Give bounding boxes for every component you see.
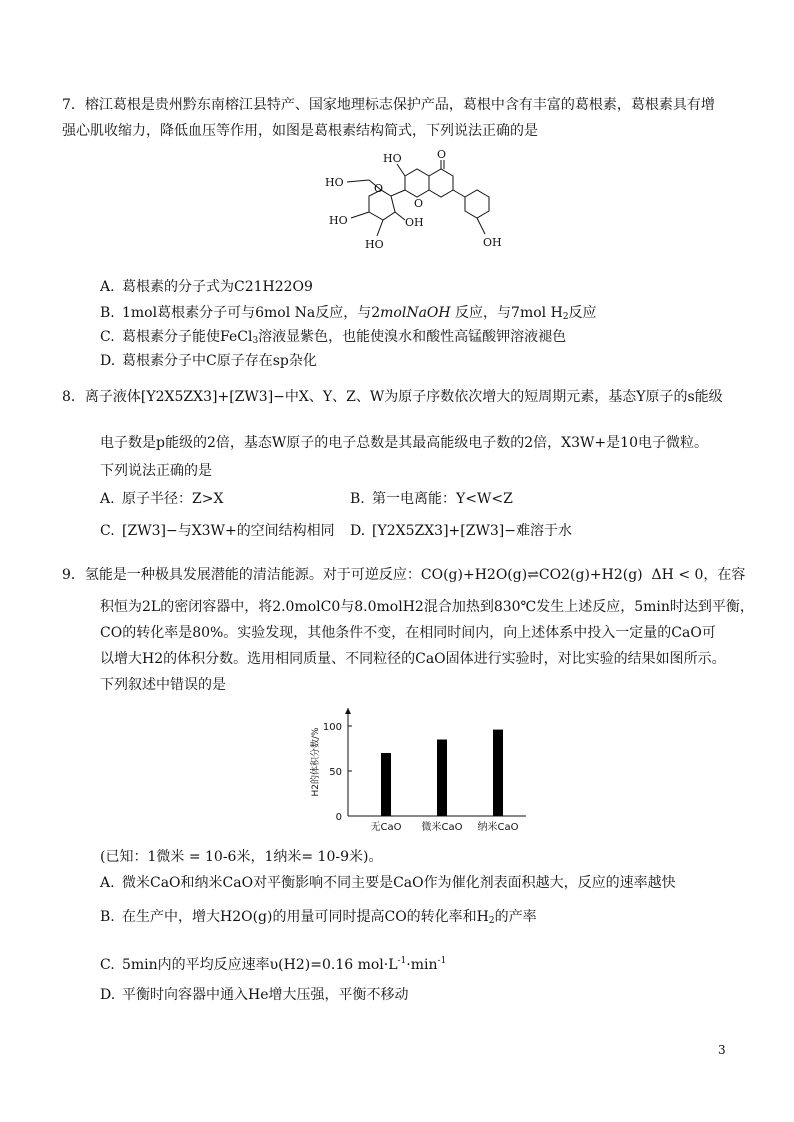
- q7-option-a[interactable]: A. 葛根素的分子式为C21H22O9: [100, 276, 313, 298]
- label-oh-phenol: OH: [483, 236, 502, 249]
- option-key: D.: [100, 353, 116, 369]
- q9-option-d[interactable]: D. 平衡时向容器中通入He增大压强，平衡不移动: [100, 984, 409, 1006]
- q7-option-d[interactable]: D. 葛根素分子中C原子存在sp杂化: [100, 350, 317, 372]
- q9-stem-line2: 积恒为2L的密闭容器中，将2.0molC0与8.0molH2混合加热到830℃发生上述反应，5min时达到平衡，: [100, 599, 754, 615]
- y-axis-arrow: [345, 708, 351, 714]
- label-ho-mid: HO: [329, 214, 348, 227]
- option-key: D.: [350, 523, 366, 539]
- q9-stem-line5: 下列叙述中错误的是: [100, 677, 226, 693]
- y-tick-label: 100: [322, 722, 342, 733]
- q9-stem-line1: 9．氢能是一种极具发展潜能的清洁能源。对于可逆反应：CO(g)+H2O(g)⇌CO2(g)+H2(g) ΔH < 0，在容: [62, 567, 746, 583]
- q7-option-b[interactable]: B. 1mol葛根素分子可与6mol Na反应，与2molNaOH 反应，与7mol $H_2$反应: [100, 302, 597, 328]
- h2-volume-fraction-chart: [300, 702, 530, 842]
- label-o-ring: O: [374, 182, 384, 195]
- q8-stem-line3: 下列说法正确的是: [100, 463, 212, 479]
- option-key: C.: [100, 957, 115, 973]
- y-tick-label: 50: [329, 767, 342, 778]
- q8-option-b[interactable]: B. 第一电离能：Y<W<Z: [350, 488, 513, 510]
- option-key: A.: [100, 491, 115, 507]
- q8-option-a[interactable]: A. 原子半径：Z>X: [100, 488, 223, 510]
- ion-anion: [ZW3]−: [229, 389, 285, 405]
- puerarin-structure-diagram: [305, 150, 525, 266]
- option-key: C.: [100, 523, 115, 539]
- q7-stem-line1: 7．榕江葛根是贵州黔东南榕江县特产、国家地理标志保护产品，葛根中含有丰富的葛根素，葛根素具有增: [62, 97, 715, 113]
- q8-option-c[interactable]: C. [ZW3]−与X3W+的空间结构相同: [100, 520, 335, 542]
- q8-stem-line1: 8．离子液体[Y2X5ZX3]+[ZW3]−中X、Y、Z、W为原子序数依次增大的短周期元素，基态Y原子的s能级: [62, 389, 723, 405]
- bar: [381, 753, 391, 816]
- label-o-ketone: O: [437, 150, 447, 161]
- option-key: D.: [100, 987, 116, 1003]
- q8-stem-line2: 电子数是p能级的2倍，基态W原子的电子总数是其最高能级电子数的2倍，X3W+是10电子微粒。: [100, 435, 708, 451]
- q9-option-b[interactable]: B. 在生产中，增大H2O(g)的用量可同时提高CO的转化率和$H_2$的产率: [100, 906, 537, 932]
- q9-option-a[interactable]: A. 微米CaO和纳米CaO对平衡影响不同主要是CaO作为催化剂表面积越大，反应的速率越快: [100, 872, 676, 894]
- q9-option-c[interactable]: C. 5min内的平均反应速率υ(H2)=0.16 $mol\cdot L^{-1}\cdot\min^{-1}$: [100, 950, 446, 976]
- ion-cation: [Y2X5ZX3]+: [140, 389, 230, 405]
- label-oh-mid: OH: [405, 216, 424, 229]
- bar: [437, 740, 447, 817]
- enthalpy: ΔH < 0: [651, 567, 704, 583]
- label-o-chromone: O: [414, 197, 424, 210]
- y-axis-label: H2的体积分数/%: [311, 727, 321, 797]
- y-tick-label: 0: [335, 812, 342, 823]
- bar: [493, 730, 503, 816]
- x-tick-label: 无CaO: [370, 822, 402, 833]
- label-ho-left: HO: [325, 176, 344, 189]
- option-key: A.: [100, 279, 115, 295]
- reaction-equation: CO(g)+H2O(g)⇌CO2(g)+H2(g): [420, 567, 643, 583]
- q7-option-c[interactable]: C. 葛根素分子能使FeCl$_3$溶液显紫色，也能使溴水和酸性高锰酸钾溶液褪色: [100, 326, 566, 352]
- label-ho-bottom: HO: [365, 238, 384, 251]
- option-key: B.: [350, 491, 365, 507]
- x-tick-label: 微米CaO: [421, 822, 463, 833]
- label-ho-top: HO: [383, 152, 402, 165]
- q7-stem-line2: 强心肌收缩力，降低血压等作用，如图是葛根素结构简式，下列说法正确的是: [62, 123, 538, 139]
- q9-stem-line4: 以增大H2的体积分数。选用相同质量、不同粒径的CaO固体进行实验时，对比实验的结果如图所示。: [100, 651, 726, 667]
- option-key: B.: [100, 305, 115, 321]
- option-key: C.: [100, 329, 115, 345]
- x3w-ion: X3W+: [561, 435, 607, 451]
- page-number: 3: [718, 1043, 726, 1057]
- x-tick-label: 纳米CaO: [477, 822, 519, 833]
- q9-stem-line3: CO的转化率是80%。实验发现，其他条件不变，在相同时间内，向上述体系中投入一定量的CaO可: [100, 625, 716, 641]
- chart-bars: [381, 730, 503, 816]
- q9-note: (已知：1微米 = 10-6米，1纳米= 10-9米)。: [100, 849, 383, 865]
- option-key: B.: [100, 909, 115, 925]
- option-key: A.: [100, 875, 115, 891]
- formula: C21H22O9: [234, 279, 313, 295]
- q8-option-d[interactable]: D. [Y2X5ZX3]+[ZW3]−难溶于水: [350, 520, 572, 542]
